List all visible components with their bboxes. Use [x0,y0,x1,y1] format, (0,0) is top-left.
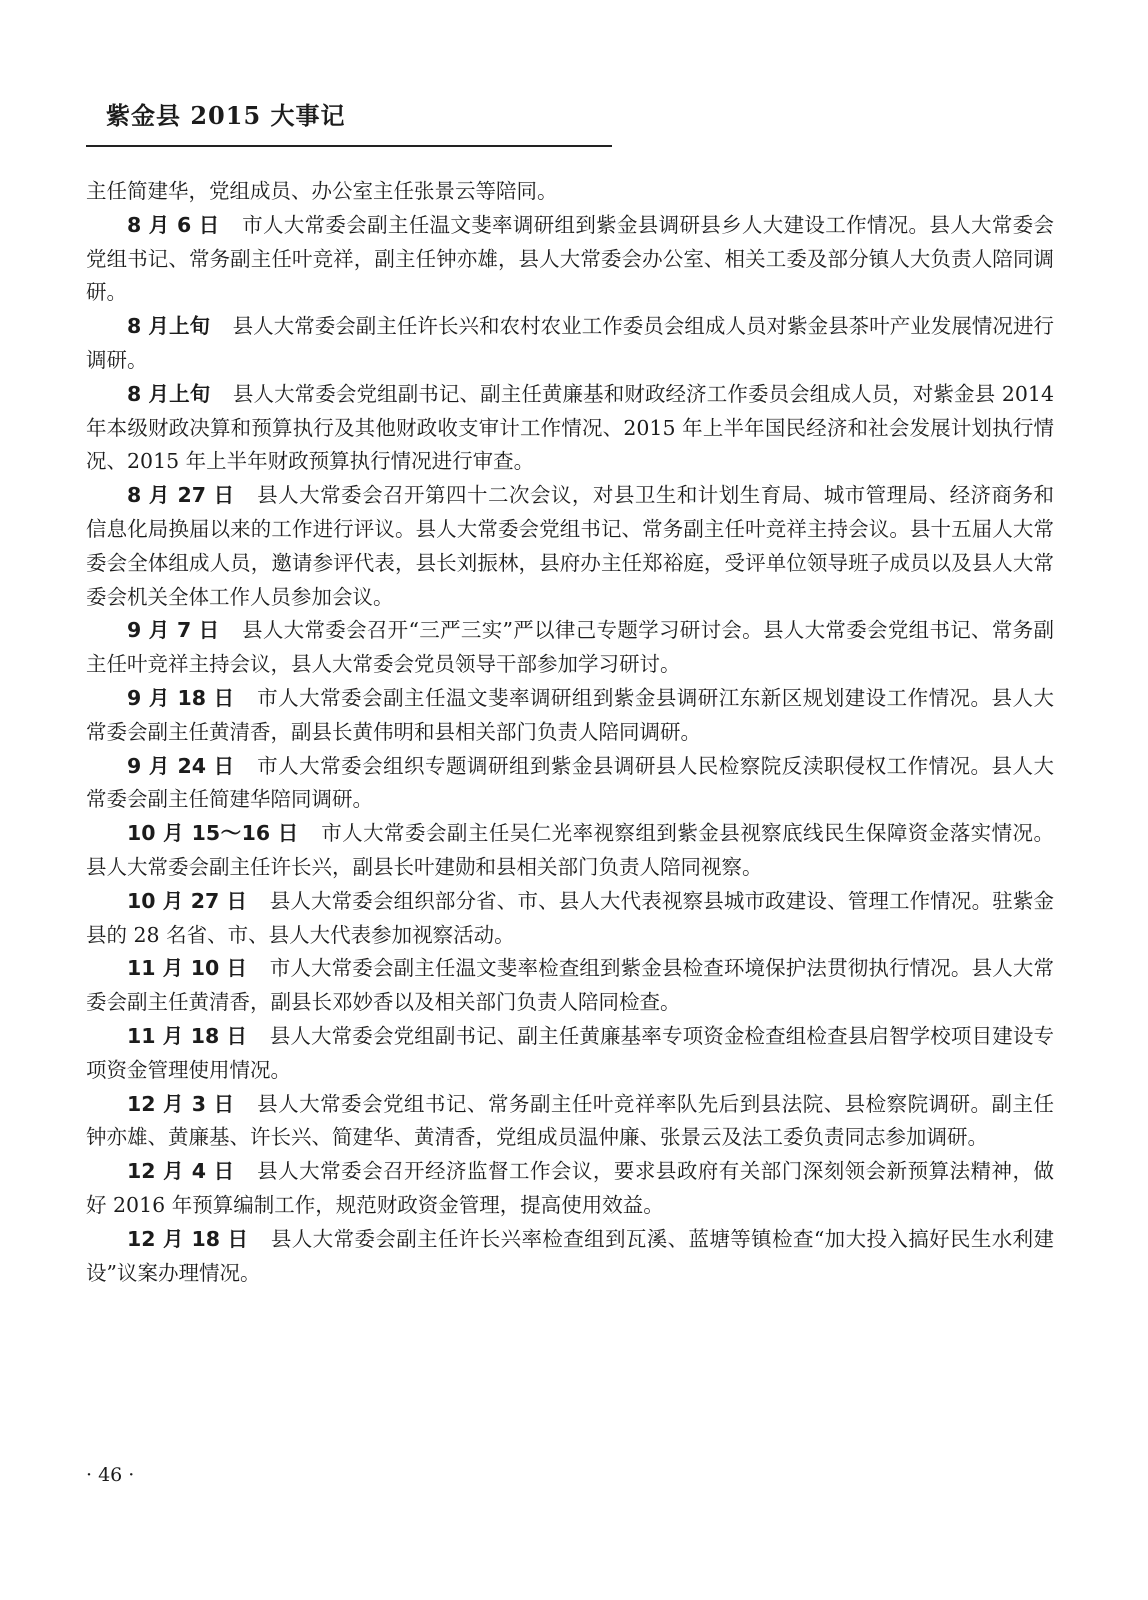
entry-paragraph [86,952,1054,1020]
entry-text: 县人大常委会党组副书记、副主任黄廉基和财政经济工作委员会组成人员，对紫金县 2014 年本级财政决算和预算执行及其他财政收支审计工作情况、2015 年上半年国民经济和社会发展计划执行情况、2015 年上半年财政预算执行情况进行审查。 [86,381,1055,474]
page-number: · 46 · [86,1464,135,1486]
entry-paragraph [86,479,1054,614]
entry-date: 8 月上旬 [127,314,211,339]
entry-date: 11 月 18 日 [127,1023,248,1048]
entry-text: 县人大常委会副主任许长兴和农村农业工作委员会组成人员对紫金县茶叶产业发展情况进行调研。 [86,314,1054,372]
running-head-title: 紫金县 2015 大事记 [106,101,346,130]
entry-date: 9 月 7 日 [127,618,220,643]
entry-date: 8 月上旬 [127,381,211,406]
header-rule [86,145,612,147]
entry-text: 县人大常委会组织部分省、市、县人大代表视察县城市政建设、管理工作情况。驻紫金县的 28 名省、市、县人大代表参加视察活动。 [86,888,1055,947]
entry-date: 8 月 6 日 [127,212,220,237]
entry-paragraph [86,310,1054,378]
entry-paragraph [86,817,1054,885]
entry-paragraph [86,682,1054,750]
entry-paragraph [86,750,1054,818]
entry-date: 9 月 24 日 [127,753,235,778]
entry-text: 县人大常委会副主任许长兴率检查组到瓦溪、蓝塘等镇检查“加大投入搞好民生水利建设”议案办理情况。 [86,1226,1054,1285]
entry-text: 县人大常委会召开第四十二次会议，对县卫生和计划生育局、城市管理局、经济商务和信息化局换届以来的工作进行评议。县人大常委会党组书记、常务副主任叶竞祥主持会议。县十五届人大常委会全体组成人员，邀请参评代表，县长刘振林，县府办主任郑裕庭，受评单位领导班子成员以及县人大常委会机关全体工作人员参加会议。 [86,483,1055,609]
entry-text: 县人大常委会党组副书记、副主任黄廉基率专项资金检查组检查县启智学校项目建设专项资金管理使用情况。 [86,1023,1055,1082]
chronicle-body [86,175,1054,1290]
entry-text: 县人大常委会召开经济监督工作会议，要求县政府有关部门深刻领会新预算法精神，做好 2016 年预算编制工作，规范财政资金管理，提高使用效益。 [86,1159,1055,1217]
entry-date: 12 月 3 日 [127,1091,235,1116]
entry-date: 10 月 27 日 [127,888,248,913]
entry-date: 10 月 15～16 日 [127,821,299,846]
entry-text: 市人大常委会副主任吴仁光率视察组到紫金县视察底线民生保障资金落实情况。县人大常委会副主任许长兴，副县长叶建勋和县相关部门负责人陪同视察。 [86,821,1055,879]
entry-paragraph [86,614,1054,682]
entry-paragraph [86,209,1054,310]
entry-paragraph [86,1088,1054,1156]
entry-date: 11 月 10 日 [127,956,248,981]
entry-paragraph [86,1223,1054,1291]
entry-paragraph [86,1020,1054,1088]
entry-text: 市人大常委会副主任温文斐率检查组到紫金县检查环境保护法贯彻执行情况。县人大常委会副主任黄清香，副县长邓妙香以及相关部门负责人陪同检查。 [86,956,1055,1015]
entry-paragraph [86,378,1054,479]
entry-date: 12 月 18 日 [127,1226,249,1251]
entry-date: 8 月 27 日 [127,483,235,508]
entry-date: 12 月 4 日 [127,1159,235,1184]
entry-text: 市人大常委会副主任温文斐率调研组到紫金县调研江东新区规划建设工作情况。县人大常委会副主任黄清香，副县长黄伟明和县相关部门负责人陪同调研。 [86,685,1055,744]
entry-text: 市人大常委会副主任温文斐率调研组到紫金县调研县乡人大建设工作情况。县人大常委会党组书记、常务副主任叶竞祥，副主任钟亦雄，县人大常委会办公室、相关工委及部分镇人大负责人陪同调研。 [86,212,1054,305]
entry-text: 县人大常委会党组书记、常务副主任叶竞祥率队先后到县法院、县检察院调研。副主任钟亦雄、黄廉基、许长兴、简建华、黄清香，党组成员温仲廉、张景云及法工委负责同志参加调研。 [86,1091,1055,1150]
entry-text: 县人大常委会召开“三严三实”严以律己专题学习研讨会。县人大常委会党组书记、常务副主任叶竞祥主持会议，县人大常委会党员领导干部参加学习研讨。 [86,618,1054,677]
continued-paragraph: 主任简建华，党组成员、办公室主任张景云等陪同。 [86,179,558,203]
entry-paragraph [86,885,1054,953]
entry-paragraph [86,1155,1054,1223]
entry-text: 市人大常委会组织专题调研组到紫金县调研县人民检察院反渎职侵权工作情况。县人大常委会副主任简建华陪同调研。 [86,753,1055,812]
entry-date: 9 月 18 日 [127,685,235,710]
